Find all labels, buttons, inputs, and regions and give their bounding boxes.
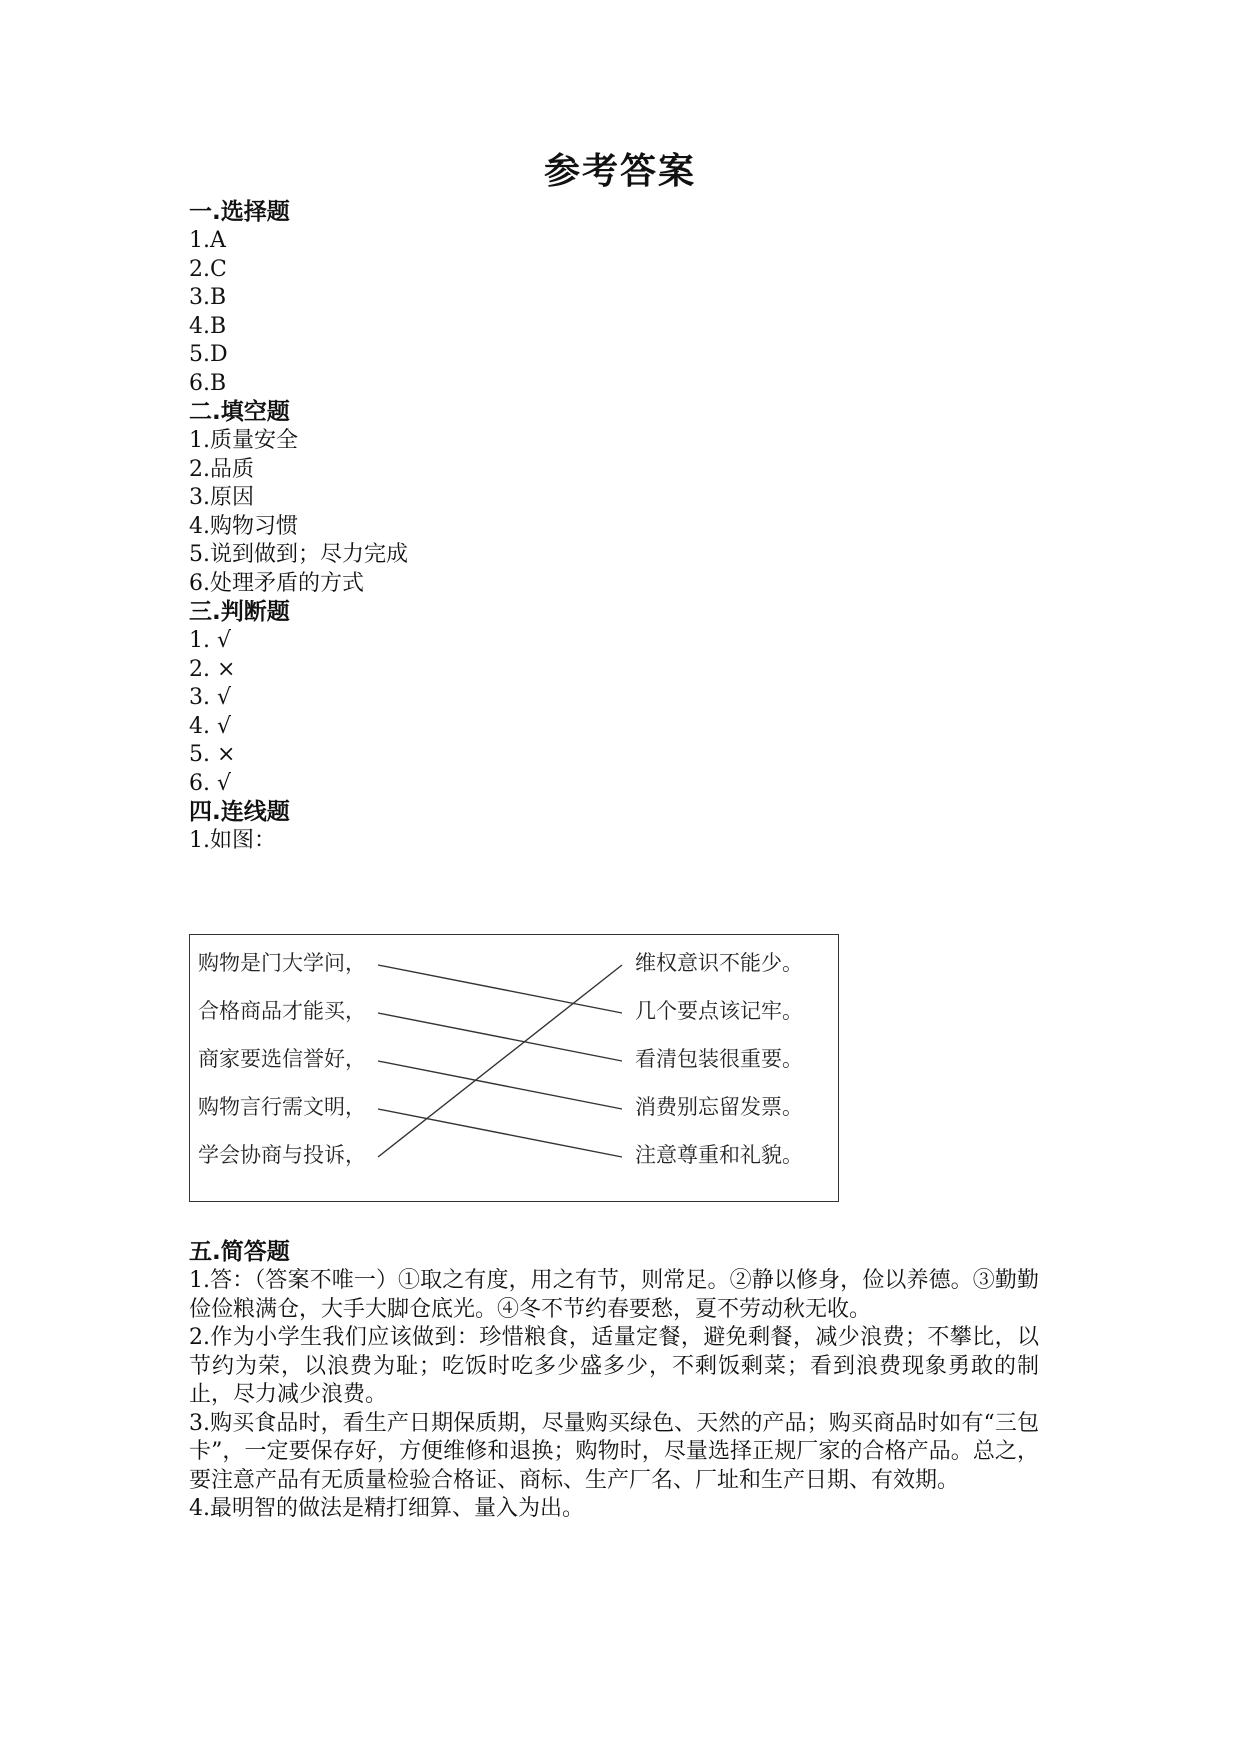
true-false-answer: 4. √: [189, 713, 232, 739]
matching-right-item: 维权意识不能少。: [635, 951, 803, 975]
page-title: 参考答案: [543, 151, 696, 192]
true-false-answer: 2. ×: [189, 656, 236, 682]
short-answer-section: [189, 1238, 1039, 1524]
true-false-answer: 3. √: [189, 685, 232, 710]
matching-connector-line: [378, 965, 622, 1013]
true-false-answer: 5. ×: [189, 742, 236, 767]
answers-content: [189, 198, 1039, 856]
fill-blank-answer: 2.品质: [189, 456, 254, 482]
section-heading-matching: 四.连线题: [189, 799, 290, 825]
choice-answer: 1.A: [189, 228, 226, 253]
matching-right-item: 注意尊重和礼貌。: [635, 1143, 803, 1167]
fill-blank-answer: 5.说到做到；尽力完成: [189, 542, 408, 567]
matching-figure: [189, 934, 839, 1202]
matching-connector-line: [378, 965, 622, 1157]
true-false-answer: 1. √: [189, 628, 232, 653]
short-answer-paragraph: 2.作为小学生我们应该做到：珍惜粮食，适量定餐，避免剩餐，减少浪费；不攀比，以节约为荣，以浪费为耻；吃饭时吃多少盛多少，不剩饭剩菜；看到浪费现象勇敢的制止，尽力减少浪费。: [189, 1325, 1039, 1407]
fill-blank-answer: 1.质量安全: [189, 428, 298, 453]
matching-left-item: 购物是门大学问，: [198, 951, 366, 975]
fill-blank-answer: 4.购物习惯: [189, 513, 298, 539]
matching-right-item: 看清包装很重要。: [635, 1047, 803, 1071]
matching-left-item: 合格商品才能买，: [198, 999, 366, 1023]
choice-answer: 3.B: [189, 285, 227, 310]
section-heading-fill-blank: 二.填空题: [189, 399, 290, 425]
fill-blank-answer: 6.处理矛盾的方式: [189, 570, 364, 596]
fill-blank-answer: 3.原因: [189, 485, 254, 510]
true-false-answer: 6. √: [189, 770, 232, 796]
section-heading-choice: 一.选择题: [189, 199, 290, 225]
matching-left-item: 购物言行需文明，: [198, 1095, 366, 1119]
short-answer-paragraph: 3.购买食品时，看生产日期保质期，尽量购买绿色、天然的产品；购买商品时如有“三包卡”，一定要保存好，方便维修和退换；购物时，尽量选择正规厂家的合格产品。总之，要注意产品有无质量检验合格证、商标、生产厂名、厂址和生产日期、有效期。: [189, 1410, 1039, 1493]
matching-connector-line: [378, 1061, 622, 1109]
section-heading-short-answer: 五.简答题: [189, 1239, 290, 1265]
matching-left-item: 学会协商与投诉，: [198, 1143, 366, 1167]
matching-right-item: 消费别忘留发票。: [635, 1095, 803, 1119]
matching-diagram: [190, 935, 838, 1201]
matching-connector-line: [378, 1109, 622, 1157]
choice-answer: 2.C: [189, 256, 227, 282]
choice-answer: 5.D: [189, 342, 228, 367]
choice-answer: 6.B: [189, 370, 227, 396]
matching-intro: 1.如图：: [189, 828, 276, 853]
short-answer-paragraph: 4.最明智的做法是精打细算、量入为出。: [189, 1496, 584, 1521]
section-heading-true-false: 三.判断题: [189, 599, 290, 625]
choice-answer: 4.B: [189, 313, 227, 339]
matching-right-item: 几个要点该记牢。: [635, 999, 803, 1023]
matching-left-item: 商家要选信誉好，: [198, 1047, 366, 1071]
short-answer-paragraph: 1.答：（答案不唯一）①取之有度，用之有节，则常足。②静以修身，俭以养德。③勤勤俭俭粮满仓，大手大脚仓底光。④冬不节约春要愁，夏不劳动秋无收。: [189, 1268, 1039, 1322]
matching-connector-line: [378, 1013, 622, 1061]
